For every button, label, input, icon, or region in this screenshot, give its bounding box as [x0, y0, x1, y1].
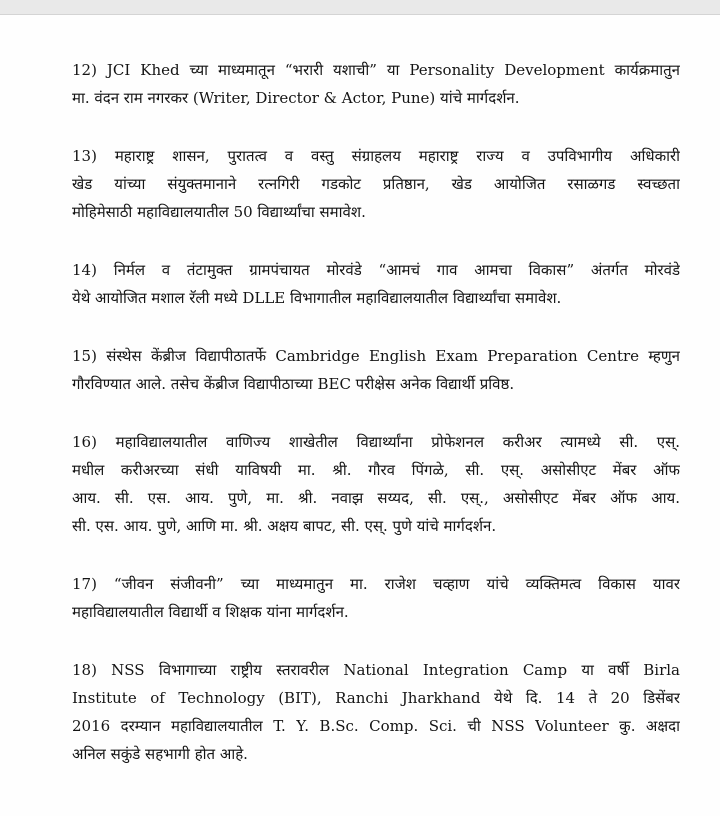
item-line: मोहिमेसाठी महाविद्यालयातील 50 विद्यार्थ्यांचा समावेश. — [72, 203, 366, 221]
list-item-16 — [72, 428, 680, 540]
list-item-17 — [72, 570, 680, 626]
item-line: 2016 दरम्यान महाविद्यालयातील T. Y. B.Sc. Comp. Sci. ची NSS Volunteer कु. अक्षदा — [72, 717, 680, 735]
item-line: 14) निर्मल व तंटामुक्त ग्रामपंचायत मोरवंडे “आमचं गाव आमचा विकास” अंतर्गत मोरवंडे — [72, 261, 680, 279]
item-line: Institute of Technology (BIT), Ranchi Jharkhand येथे दि. 14 ते 20 डिसेंबर — [72, 689, 680, 707]
page-top-edge — [0, 0, 720, 15]
list-item-13 — [72, 142, 680, 226]
item-line: मधील करीअरच्या संधी याविषयी मा. श्री. गौरव पिंगळे, सी. एस्. असोसीएट मेंबर ऑफ — [72, 461, 680, 479]
item-line: 15) संस्थेस केंब्रीज विद्यापीठातर्फे Cambridge English Exam Preparation Centre म्हणुन — [72, 347, 680, 365]
item-line: गौरविण्यात आले. तसेच केंब्रीज विद्यापीठाच्या BEC परीक्षेस अनेक विद्यार्थी प्रविष्ठ. — [72, 375, 515, 393]
item-line: खेड यांच्या संयुक्तमानाने रत्नगिरी गडकोट प्रतिष्ठान, खेड आयोजित रसाळगड स्वच्छता — [72, 175, 680, 193]
item-line: 12) JCI Khed च्या माध्यमातून “भरारी यशाची” या Personality Development कार्यक्रमातुन — [72, 61, 680, 79]
item-line: मा. वंदन राम नगरकर (Writer, Director & Actor, Pune) यांचे मार्गदर्शन. — [72, 89, 520, 107]
list-item-14 — [72, 256, 680, 312]
item-line: सी. एस. आय. पुणे, आणि मा. श्री. अक्षय बापट, सी. एस्. पुणे यांचे मार्गदर्शन. — [72, 517, 497, 535]
item-line: 17) “जीवन संजीवनी” च्या माध्यमातुन मा. राजेश चव्हाण यांचे व्यक्तिमत्व विकास यावर — [72, 575, 680, 593]
item-line: अनिल सकुंडे सहभागी होत आहे. — [72, 745, 248, 763]
item-line: 18) NSS विभागाच्या राष्ट्रीय स्तरावरील National Integration Camp या वर्षी Birla — [72, 661, 680, 679]
list-item-15 — [72, 342, 680, 398]
list-item-12 — [72, 56, 680, 112]
document-page — [72, 56, 680, 798]
list-item-18 — [72, 656, 680, 768]
item-line: 13) महाराष्ट्र शासन, पुरातत्व व वस्तु संग्राहलय महाराष्ट्र राज्य व उपविभागीय अधिकारी — [72, 147, 680, 165]
item-line: येथे आयोजित मशाल रॅली मध्ये DLLE विभागातील महाविद्यालयातील विद्यार्थ्यांचा समावेश. — [72, 289, 562, 307]
item-line: आय. सी. एस. आय. पुणे, मा. श्री. नवाझ सय्यद, सी. एस्., असोसीएट मेंबर ऑफ आय. — [72, 489, 680, 507]
item-line: महाविद्यालयातील विद्यार्थी व शिक्षक यांना मार्गदर्शन. — [72, 603, 349, 621]
item-line: 16) महाविद्यालयातील वाणिज्य शाखेतील विद्यार्थ्यांना प्रोफेशनल करीअर त्यामध्ये सी. एस्. — [72, 433, 680, 451]
